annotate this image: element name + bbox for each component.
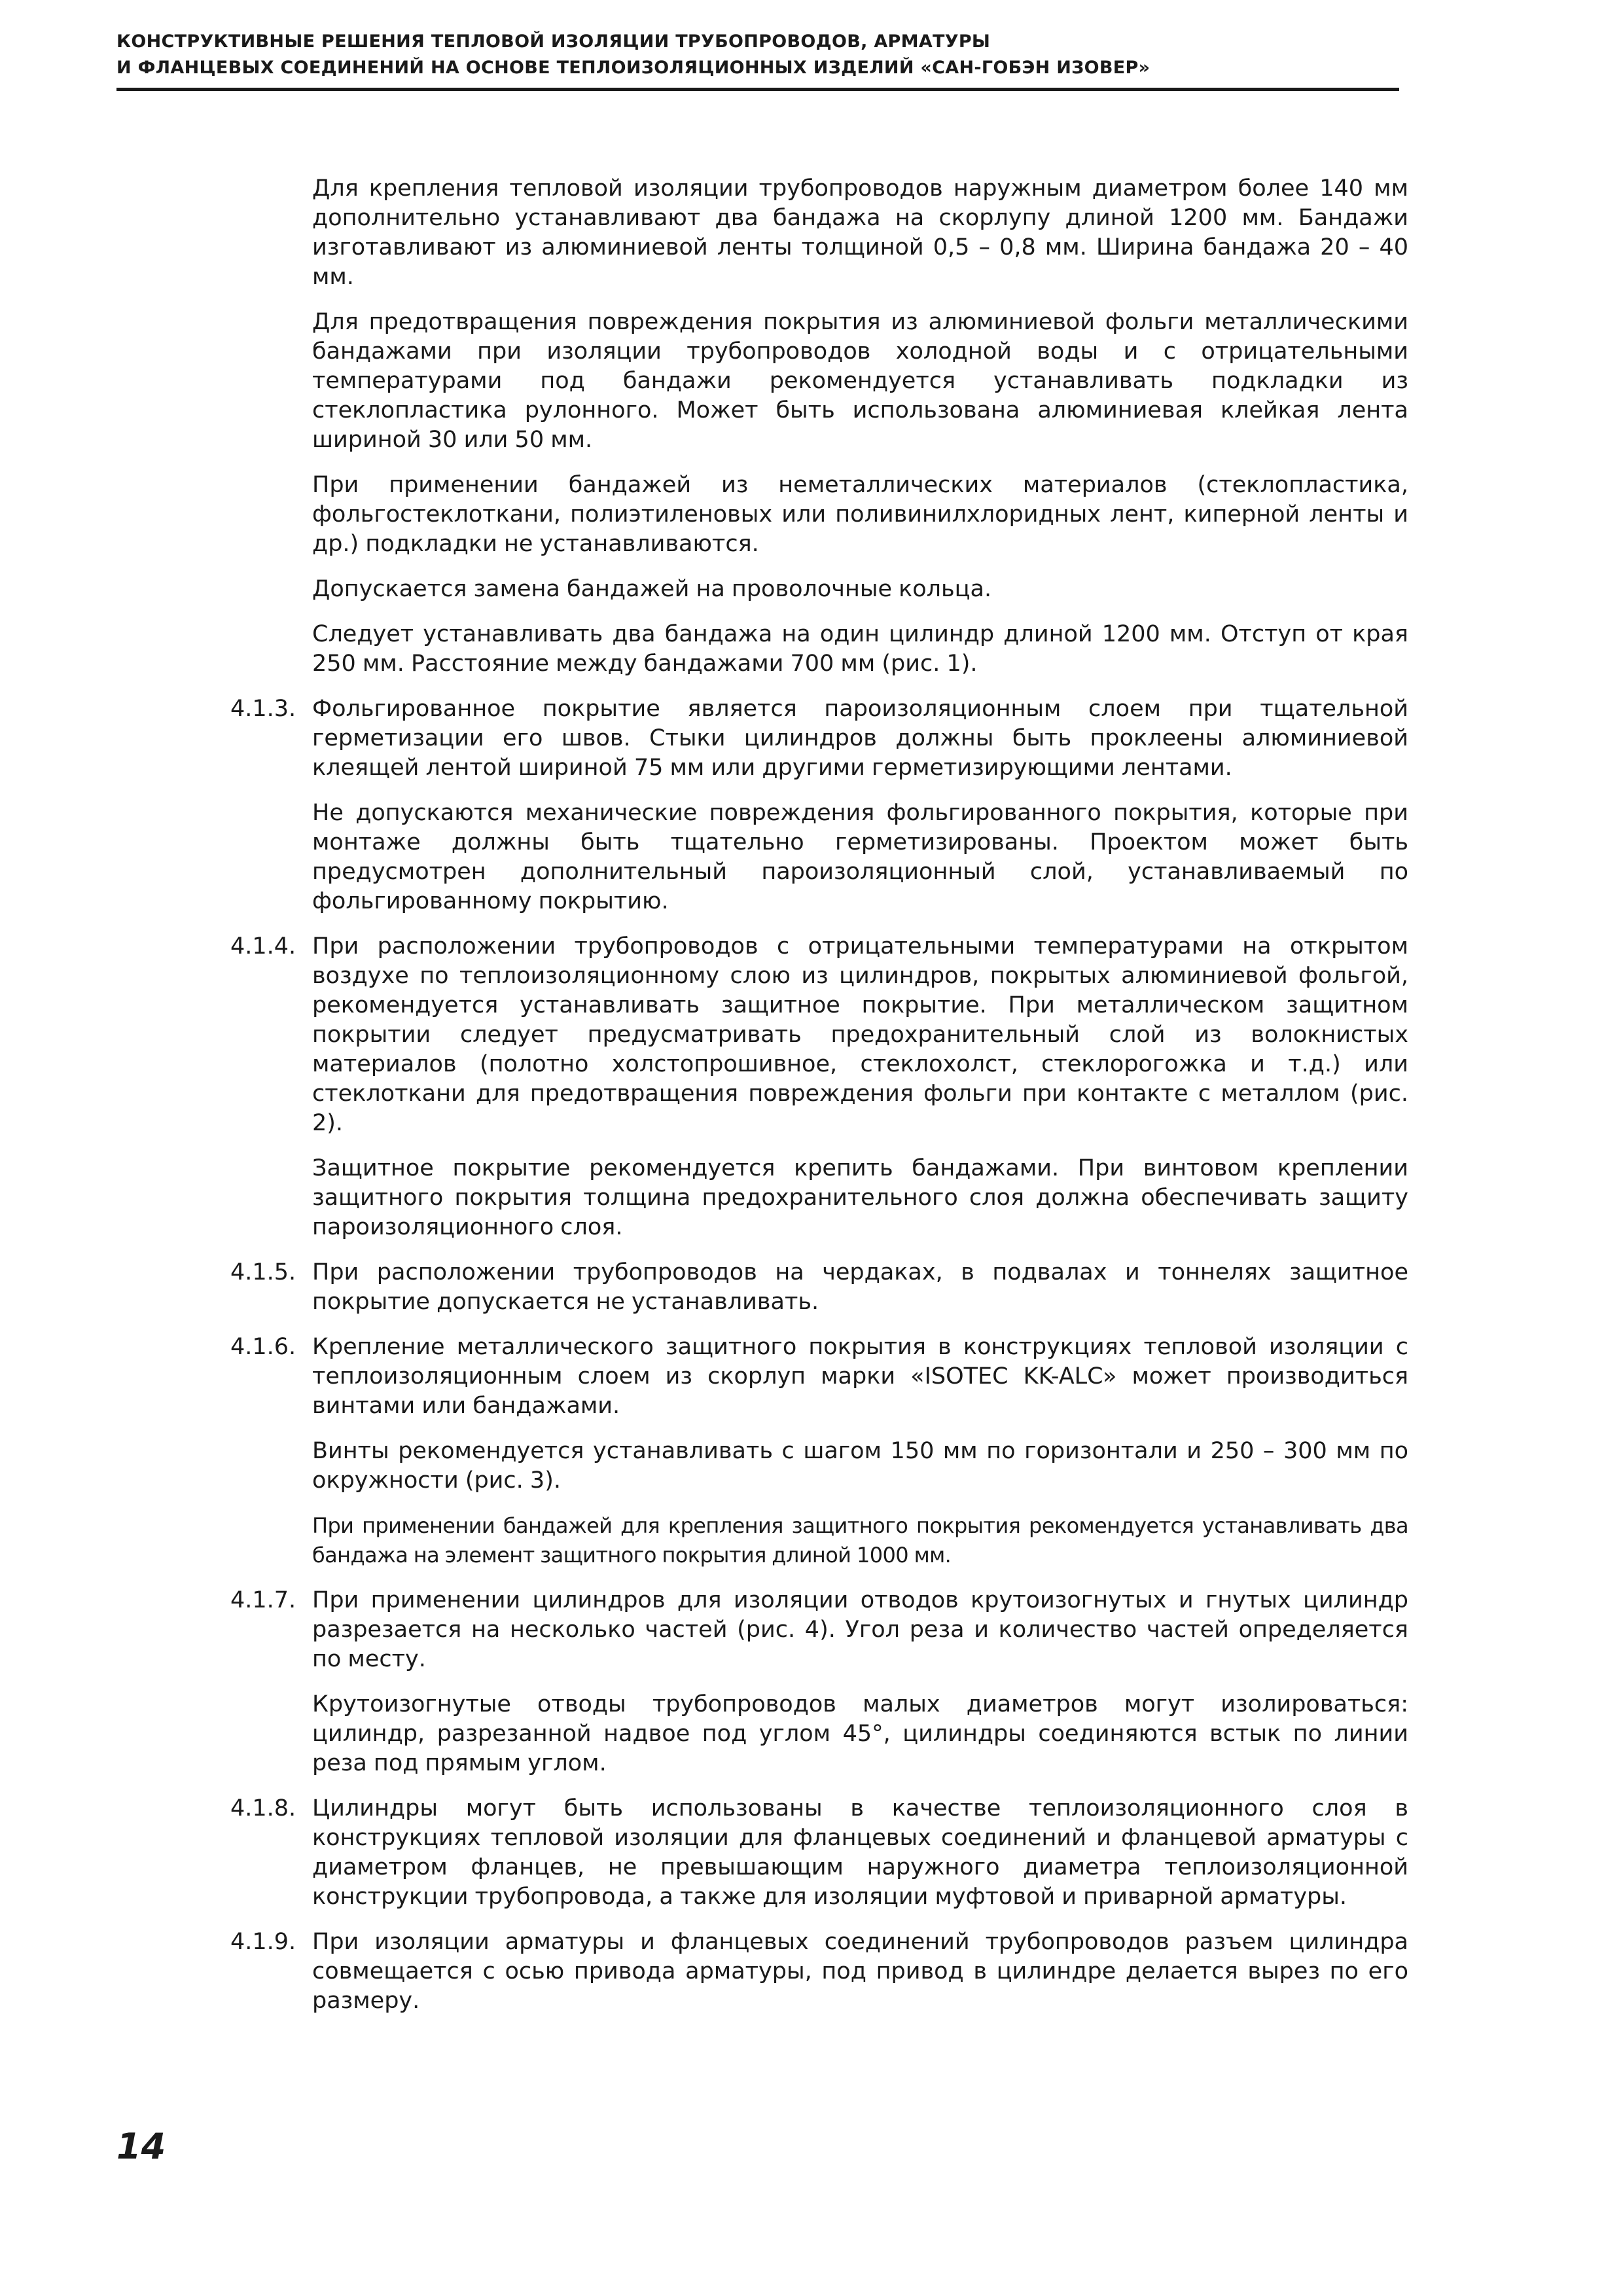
section-4-1-5 (230, 1258, 1408, 1317)
section-4-1-6 (230, 1333, 1408, 1570)
running-header (116, 29, 1399, 81)
paragraph: Для крепления тепловой изоляции трубопроводов наружным диаметром более 140 мм дополнительно устанавливают два бандажа на скорлупу длиной 1200 мм. Бандажи изготавливают из алюминиевой ленты толщиной 0,5 – 0,8 мм. Ширина бандажа 20 – 40 мм. (312, 175, 1408, 290)
paragraph: При расположении трубопроводов на чердаках, в подвалах и тоннелях защитное покрытие допускается не устанавливать. (312, 1259, 1408, 1315)
section-number: 4.1.9. (230, 1929, 296, 1955)
section-number: 4.1.8. (230, 1795, 296, 1821)
section-number: 4.1.7. (230, 1587, 296, 1613)
paragraph: Защитное покрытие рекомендуется крепить бандажами. При винтовом креплении защитного покрытия толщина предохранительного слоя должна обеспечивать защиту пароизоляционного слоя. (312, 1155, 1408, 1240)
paragraph: Крутоизогнутые отводы трубопроводов малых диаметров могут изолироваться: цилиндр, разрезанной надвое под углом 45°, цилиндры соединяются встык по линии реза под прямым углом. (312, 1691, 1408, 1776)
paragraph: При расположении трубопроводов с отрицательными температурами на открытом воздухе по теплоизоляционному слою из цилиндров, покрытых алюминиевой фольгой, рекомендуется устанавливать защитное покрытие. При металлическом защитном покрытии следует предусматривать предохранительный слой из волокнистых материалов (полотно холстопрошивное, стеклохолст, стеклорогожка и т.д.) или стеклоткани для предотвращения повреждения фольги при контакте с металлом (рис. 2). (312, 933, 1408, 1136)
section-number: 4.1.6. (230, 1334, 296, 1360)
section-number: 4.1.3. (230, 696, 296, 722)
section-4-1-7 (230, 1586, 1408, 1778)
section-4-1-8 (230, 1794, 1408, 1912)
section-number: 4.1.4. (230, 933, 296, 960)
paragraph: При применении цилиндров для изоляции отводов крутоизогнутых и гнутых цилиндр разрезается на несколько частей (рис. 4). Угол реза и количество частей определяется по месту. (312, 1587, 1408, 1672)
header-line-1: КОНСТРУКТИВНЫЕ РЕШЕНИЯ ТЕПЛОВОЙ ИЗОЛЯЦИИ ТРУБОПРОВОДОВ, АРМАТУРЫ (116, 31, 991, 52)
page-number: 14 (116, 2126, 166, 2167)
paragraph: Фольгированное покрытие является пароизоляционным слоем при тщательной герметизации его швов. Стыки цилиндров должны быть проклеены алюминиевой клеящей лентой шириной 75 мм или другими герметизирующими лентами. (312, 696, 1408, 781)
paragraph: Для предотвращения повреждения покрытия из алюминиевой фольги металлическими бандажами при изоляции трубопроводов холодной воды и с отрицательными температурами под бандажи рекомендуется устанавливать подкладки из стеклопластика рулонного. Может быть использована алюминиевая клейкая лента шириной 30 или 50 мм. (312, 309, 1408, 453)
paragraph: Цилиндры могут быть использованы в качестве теплоизоляционного слоя в конструкциях тепловой изоляции для фланцевых соединений и фланцевой арматуры с диаметром фланцев, не превышающим наружного диаметра теплоизоляционной конструкции трубопровода, а также для изоляции муфтовой и приварной арматуры. (312, 1795, 1408, 1910)
paragraph: Крепление металлического защитного покрытия в конструкциях тепловой изоляции с теплоизоляционным слоем из скорлуп марки «ISOTEC KK-ALC» может производиться винтами или бандажами. (312, 1334, 1408, 1419)
paragraph: При изоляции арматуры и фланцевых соединений трубопроводов разъем цилиндра совмещается с осью привода арматуры, под привод в цилиндре делается вырез по его размеру. (312, 1929, 1408, 2014)
header-rule (116, 88, 1399, 91)
paragraph: Винты рекомендуется устанавливать с шагом 150 мм по горизонтали и 250 – 300 мм по окружности (рис. 3). (312, 1438, 1408, 1494)
paragraph: При применении бандажей для крепления защитного покрытия рекомендуется устанавливать два бандажа на элемент защитного покрытия длиной 1000 мм. (312, 1513, 1408, 1568)
section-number: 4.1.5. (230, 1259, 296, 1285)
section-4-1-9 (230, 1928, 1408, 2016)
paragraph: Допускается замена бандажей на проволочные кольца. (312, 576, 992, 602)
header-line-2: И ФЛАНЦЕВЫХ СОЕДИНЕНИЙ НА ОСНОВЕ ТЕПЛОИЗОЛЯЦИОННЫХ ИЗДЕЛИЙ «САН-ГОБЭН ИЗОВЕР» (116, 58, 1150, 78)
section-4-1-4 (230, 932, 1408, 1242)
main-content (230, 174, 1408, 2032)
paragraph: Не допускаются механические повреждения фольгированного покрытия, которые при монтаже должны быть тщательно герметизированы. Проектом может быть предусмотрен дополнительный пароизоляционный слой, устанавливаемый по фольгированному покрытию. (312, 800, 1408, 914)
paragraph: Следует устанавливать два бандажа на один цилиндр длиной 1200 мм. Отступ от края 250 мм. Расстояние между бандажами 700 мм (рис. 1). (312, 621, 1408, 677)
intro-block (230, 174, 1408, 679)
paragraph: При применении бандажей из неметаллических материалов (стеклопластика, фольгостеклоткани, полиэтиленовых или поливинилхлоридных лент, киперной ленты и др.) подкладки не устанавливаются. (312, 472, 1408, 557)
section-4-1-3 (230, 694, 1408, 916)
